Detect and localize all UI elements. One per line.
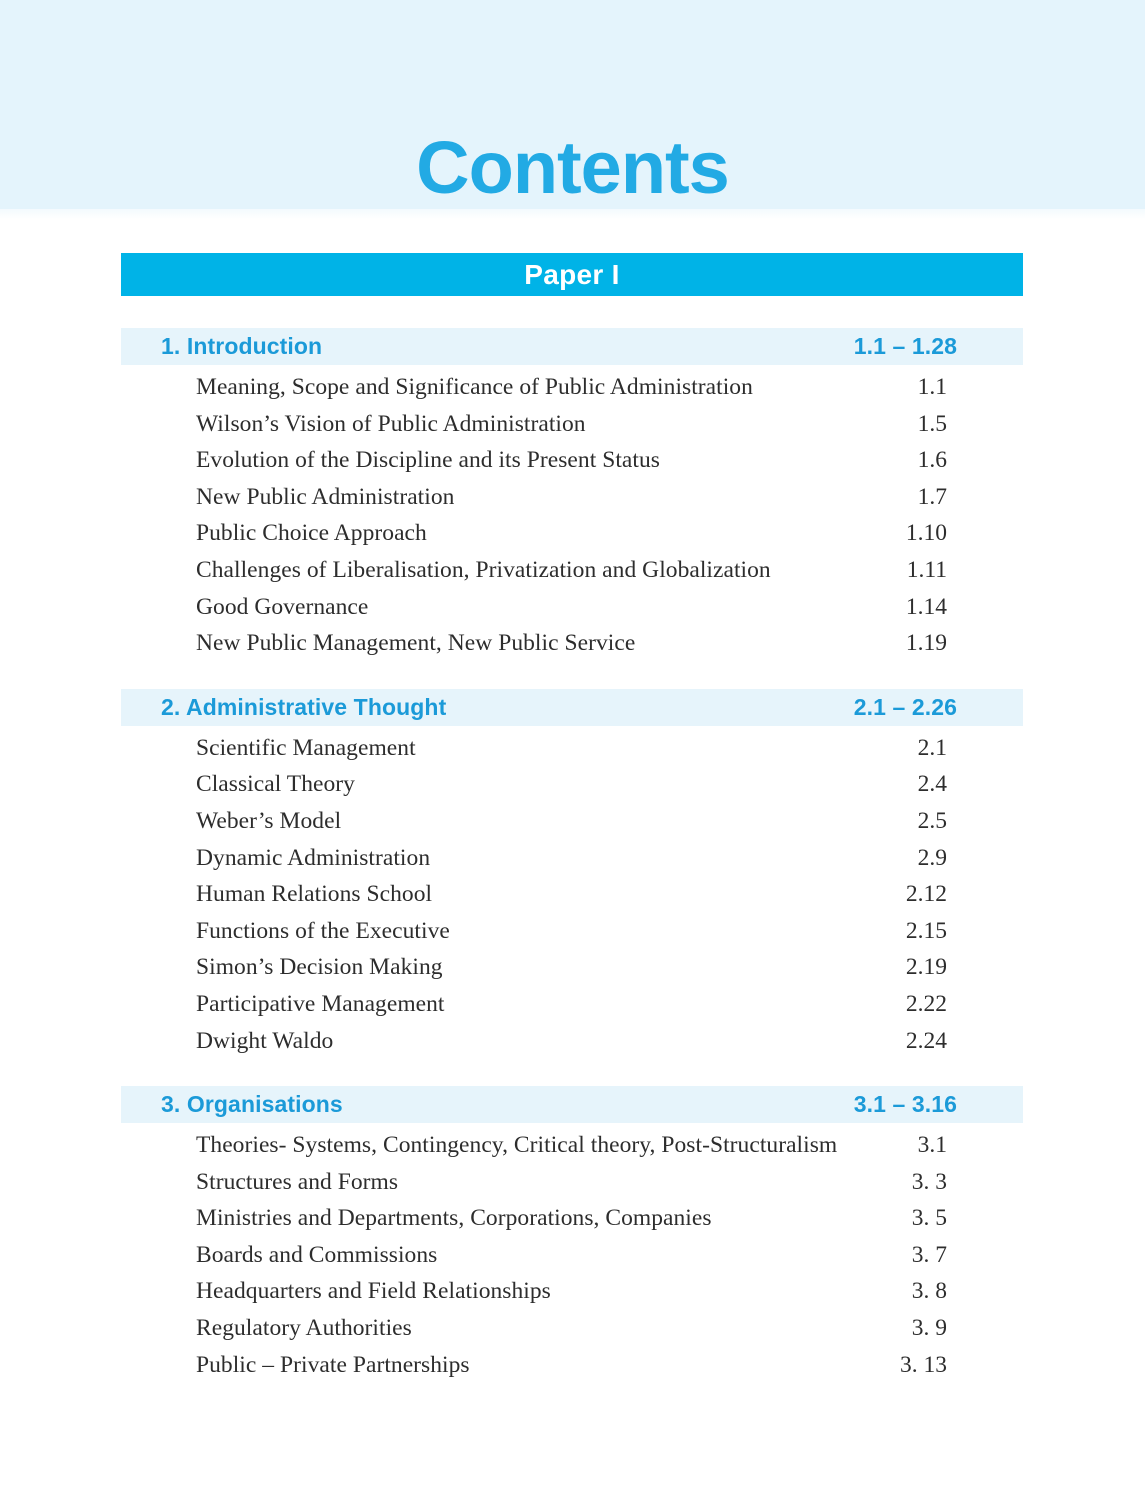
chapter-block [121,689,1023,1064]
toc-entry[interactable] [121,520,1023,557]
toc-entry-title: Evolution of the Discipline and its Present Status [196,447,660,474]
toc-entry[interactable] [121,374,1023,411]
toc-entry[interactable] [121,411,1023,448]
toc-entry-title: Dwight Waldo [196,1027,334,1054]
chapter-list [121,328,1023,1388]
toc-entry[interactable] [121,918,1023,955]
toc-entry-title: Functions of the Executive [196,917,450,944]
toc-entry-page: 2.19 [905,954,947,981]
chapter-header[interactable] [121,689,1023,726]
toc-entry-title: Structures and Forms [196,1168,399,1195]
toc-entry-page: 1.6 [917,447,947,474]
toc-entry-page: 3. 9 [911,1315,947,1342]
chapter-title: 3. Organisations [161,1091,343,1118]
toc-entry[interactable] [121,1278,1023,1315]
toc-entry-title: Ministries and Departments, Corporations, Companies [196,1205,712,1232]
toc-entry-page: 2.22 [905,990,947,1017]
top-banner-fade [0,209,1145,219]
toc-entry-title: Human Relations School [196,881,433,908]
chapter-header[interactable] [121,1086,1023,1123]
toc-entry-page: 1.11 [906,556,947,583]
contents-column [121,253,1023,1410]
toc-entry-title: Simon’s Decision Making [196,954,443,981]
toc-entry[interactable] [121,1315,1023,1352]
chapter-page-range: 1.1 – 1.28 [853,333,957,359]
toc-entry-title: Classical Theory [196,771,355,798]
chapter-title: 1. Introduction [161,333,323,359]
toc-entry[interactable] [121,1242,1023,1279]
entry-list [121,365,1023,667]
toc-entry-title: Meaning, Scope and Significance of Public Administration [196,374,753,400]
toc-entry[interactable] [121,594,1023,631]
toc-entry[interactable] [121,1132,1023,1169]
toc-entry-page: 1.10 [905,520,947,547]
toc-entry[interactable] [121,484,1023,521]
toc-entry[interactable] [121,881,1023,918]
toc-entry[interactable] [121,954,1023,991]
toc-entry[interactable] [121,845,1023,882]
toc-entry-title: Participative Management [196,990,445,1017]
chapter-page-range: 3.1 – 3.16 [853,1091,957,1118]
toc-entry-title: Weber’s Model [196,807,342,834]
chapter-block [121,1086,1023,1388]
toc-entry-page: 3. 3 [911,1168,947,1195]
page-title: Contents [416,126,729,209]
toc-entry-page: 2.4 [917,771,947,798]
toc-entry-title: Regulatory Authorities [196,1315,412,1342]
paper-band [121,253,1023,296]
toc-entry-page: 2.1 [917,734,947,761]
toc-entry-title: New Public Administration [196,483,455,510]
toc-entry-title: Challenges of Liberalisation, Privatization and Globalization [196,556,771,583]
entry-list [121,726,1023,1064]
toc-entry-page: 3. 5 [911,1205,947,1232]
toc-entry[interactable] [121,1028,1023,1065]
toc-entry-page: 1.19 [905,630,947,657]
toc-entry[interactable] [121,771,1023,808]
toc-entry-page: 3.1 [917,1132,947,1159]
toc-entry[interactable] [121,991,1023,1028]
toc-entry-title: Public – Private Partnerships [196,1351,470,1378]
toc-entry-page: 3. 13 [900,1351,947,1378]
toc-entry-title: Theories- Systems, Contingency, Critical theory, Post-Structuralism [196,1132,838,1159]
toc-entry-page: 2.9 [917,844,947,871]
chapter-block [121,328,1023,667]
toc-entry-page: 2.5 [917,807,947,834]
toc-entry[interactable] [121,808,1023,845]
toc-entry-title: New Public Management, New Public Service [196,630,636,657]
toc-entry-title: Scientific Management [196,734,416,761]
toc-entry-title: Good Governance [196,593,369,620]
toc-entry[interactable] [121,1169,1023,1206]
paper-band-label: Paper I [524,258,620,290]
toc-entry-page: 2.24 [905,1027,947,1054]
chapter-header[interactable] [121,328,1023,365]
chapter-page-range: 2.1 – 2.26 [853,693,957,720]
toc-entry[interactable] [121,735,1023,772]
toc-entry[interactable] [121,630,1023,667]
toc-entry-title: Headquarters and Field Relationships [196,1278,551,1305]
chapter-title: 2. Administrative Thought [161,693,447,720]
toc-entry-title: Boards and Commissions [196,1241,438,1268]
toc-entry-page: 1.5 [917,410,947,437]
toc-entry-page: 1.14 [905,593,947,620]
toc-entry-page: 1.7 [917,483,947,510]
toc-entry-title: Public Choice Approach [196,520,427,547]
toc-entry[interactable] [121,1205,1023,1242]
toc-entry-page: 1.1 [917,374,947,400]
toc-entry-title: Dynamic Administration [196,844,431,871]
toc-entry[interactable] [121,447,1023,484]
toc-entry[interactable] [121,1352,1023,1389]
toc-entry-page: 3. 7 [911,1241,947,1268]
entry-list [121,1123,1023,1388]
toc-entry-title: Wilson’s Vision of Public Administration [196,410,586,437]
toc-entry-page: 3. 8 [911,1278,947,1305]
toc-entry-page: 2.12 [905,881,947,908]
toc-entry[interactable] [121,557,1023,594]
toc-entry-page: 2.15 [905,917,947,944]
